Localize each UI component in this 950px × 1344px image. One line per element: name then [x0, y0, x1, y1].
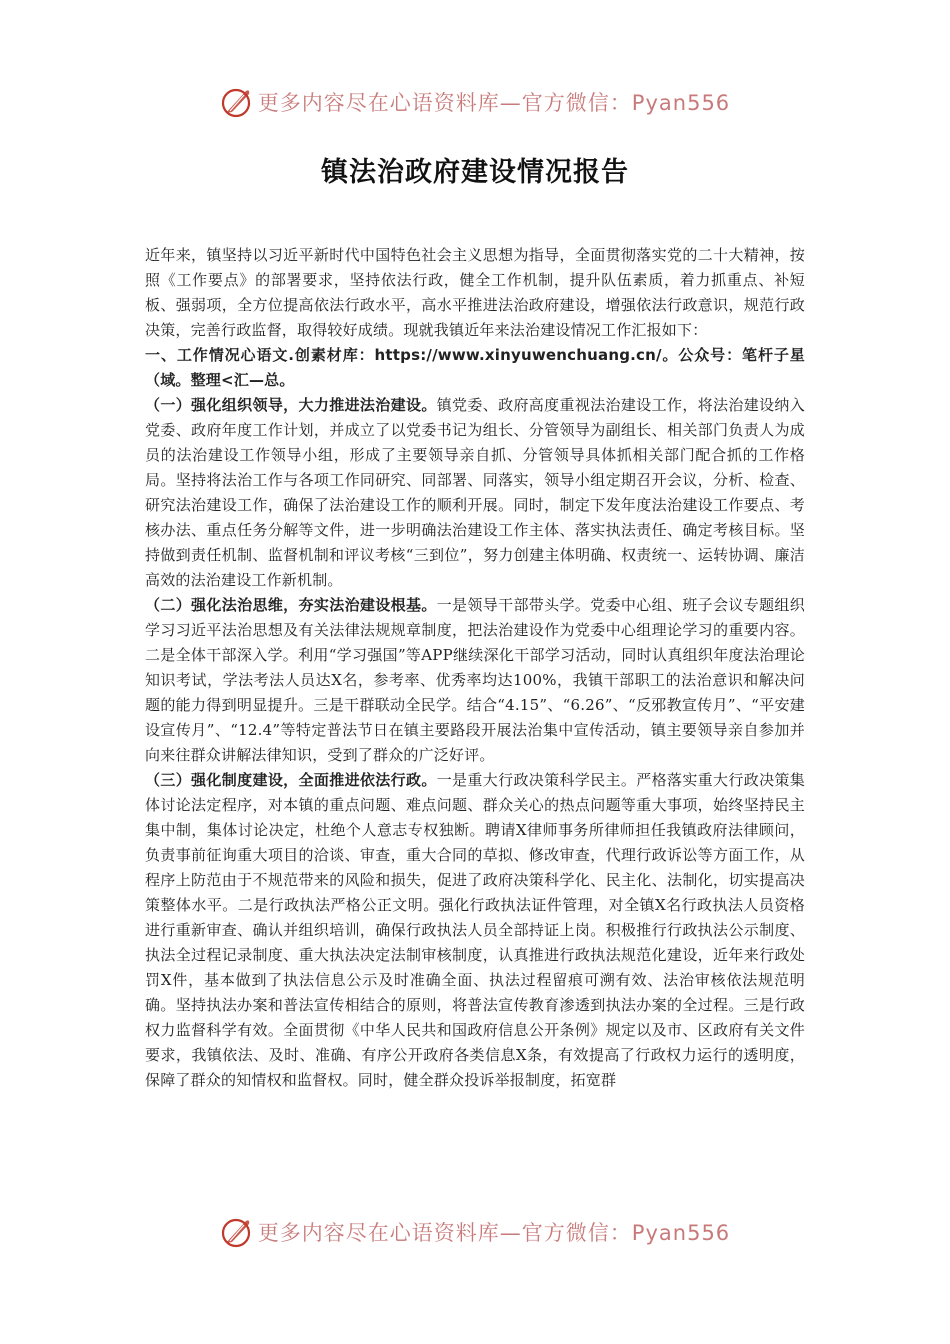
- footer-watermark-banner: [0, 1212, 950, 1252]
- quill-logo-icon: [220, 1215, 254, 1249]
- subsection-2-heading: （二）强化法治思维，夯实法治建设根基。: [145, 596, 437, 614]
- subsection-1: [145, 393, 805, 593]
- section-1-heading: 一、工作情况心语文.创素材库：https://www.xinyuwenchuang.cn/。公众号：笔杆子星（域。整理<汇—总。: [145, 346, 805, 389]
- subsection-3: [145, 768, 805, 1093]
- watermark-text: 更多内容尽在心语资料库—官方微信：Pyan556: [257, 91, 731, 115]
- subsection-2: [145, 593, 805, 768]
- document-body: [145, 243, 805, 1193]
- watermark-text: 更多内容尽在心语资料库—官方微信：Pyan556: [257, 1221, 731, 1245]
- intro-paragraph: 近年来，镇坚持以习近平新时代中国特色社会主义思想为指导，全面贯彻落实党的二十大精神，按照《工作要点》的部署要求，坚持依法行政，健全工作机制，提升队伍素质，着力抓重点、补短板、强弱项，全方位提高依法行政水平，高水平推进法治政府建设，增强依法行政意识，规范行政决策，完善行政监督，取得较好成绩。现就我镇近年来法治建设情况工作汇报如下：: [145, 246, 805, 339]
- subsection-2-body: 一是领导干部带头学。党委中心组、班子会议专题组织学习习近平法治思想及有关法律法规规章制度，把法治建设作为党委中心组理论学习的重要内容。二是全体干部深入学。利用“学习强国”等APP继续深化干部学习活动，同时认真组织年度法治理论知识考试，学法考法人员达X名，参考率、优秀率均达100%，我镇干部职工的法治意识和解决问题的能力得到明显提升。三是干群联动全民学。结合“4.15”、“6.26”、“反邪教宣传月”、“平安建设宣传月”、“12.4”等特定普法节日在镇主要路段开展法治集中宣传活动，镇主要领导亲自参加并向来往群众讲解法律知识，受到了群众的广泛好评。: [145, 596, 805, 764]
- quill-logo-icon: [220, 85, 254, 119]
- subsection-3-heading: （三）强化制度建设，全面推进依法行政。: [145, 771, 437, 789]
- subsection-1-body: 镇党委、政府高度重视法治建设工作，将法治建设纳入党委、政府年度工作计划，并成立了以党委书记为组长、分管领导为副组长、相关部门负责人为成员的法治建设工作领导小组，形成了主要领导亲自抓、分管领导具体抓相关部门配合抓的工作格局。坚持将法治工作与各项工作同研究、同部署、同落实，领导小组定期召开会议，分析、检查、研究法治建设工作，确保了法治建设工作的顺利开展。同时，制定下发年度法治建设工作要点、考核办法、重点任务分解等文件，进一步明确法治建设工作主体、落实执法责任、确定考核目标。坚持做到责任机制、监督机制和评议考核“三到位”，努力创建主体明确、权责统一、运转协调、廉洁高效的法治建设工作新机制。: [145, 396, 805, 589]
- document-title: 镇法治政府建设情况报告: [321, 157, 629, 188]
- header-watermark-banner: [0, 82, 950, 122]
- subsection-1-heading: （一）强化组织领导，大力推进法治建设。: [145, 396, 437, 414]
- subsection-3-body: 一是重大行政决策科学民主。严格落实重大行政决策集体讨论法定程序，对本镇的重点问题、难点问题、群众关心的热点问题等重大事项，始终坚持民主集中制，集体讨论决定，杜绝个人意志专权独断。聘请X律师事务所律师担任我镇政府法律顾问，负责事前征询重大项目的洽谈、审查，重大合同的草拟、修改审查，代理行政诉讼等方面工作，从程序上防范由于不规范带来的风险和损失，促进了政府决策科学化、民主化、法制化，切实提高决策整体水平。二是行政执法严格公正文明。强化行政执法证件管理，对全镇X名行政执法人员资格进行重新审查、确认并组织培训，确保行政执法人员全部持证上岗。积极推行行政执法公示制度、执法全过程记录制度、重大执法决定法制审核制度，认真推进行政执法规范化建设，近年来行政处罚X件，基本做到了执法信息公示及时准确全面、执法过程留痕可溯有效、法治审核依法规范明确。坚持执法办案和普法宣传相结合的原则，将普法宣传教育渗透到执法办案的全过程。三是行政权力监督科学有效。全面贯彻《中华人民共和国政府信息公开条例》规定以及市、区政府有关文件要求，我镇依法、及时、准确、有序公开政府各类信息X条，有效提高了行政权力运行的透明度，保障了群众的知情权和监督权。同时，健全群众投诉举报制度，拓宽群: [145, 771, 805, 1089]
